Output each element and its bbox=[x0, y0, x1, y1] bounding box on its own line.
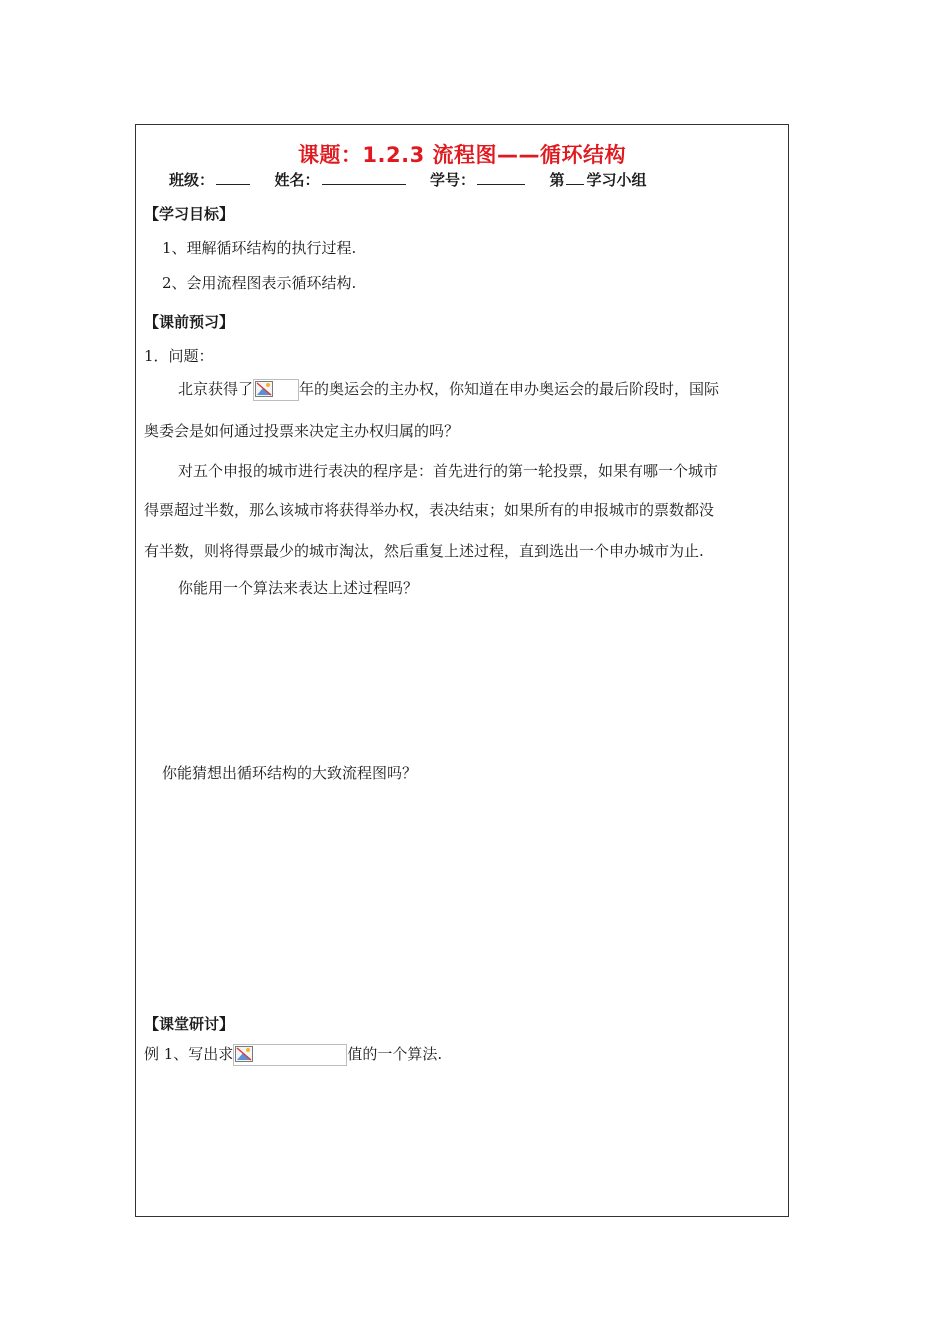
para2-line2: 得票超过半数，那么该城市将获得举办权，表决结束；如果所有的申报城市的票数都没 bbox=[144, 501, 715, 519]
para1-part-b: 年的奥运会的主办权，你知道在申办奥运会的最后阶段时，国际 bbox=[299, 380, 720, 398]
question-label: 1．问题： bbox=[144, 347, 214, 365]
example-1 bbox=[144, 1044, 442, 1066]
para1-line2: 奥委会是如何通过投票来决定主办权归属的吗？ bbox=[144, 422, 460, 440]
group-blank[interactable] bbox=[566, 170, 584, 185]
para2-line1: 对五个申报的城市进行表决的程序是：首先进行的第一轮投票，如果有哪一个城市 bbox=[178, 462, 719, 480]
number-label: 学号： bbox=[429, 171, 475, 189]
page-title: 课题：1.2.3 流程图——循环结构 bbox=[297, 143, 627, 167]
worksheet-frame bbox=[135, 124, 789, 1217]
number-blank[interactable] bbox=[477, 170, 525, 185]
student-info-line bbox=[169, 169, 646, 190]
group-suffix: 学习小组 bbox=[586, 171, 647, 189]
para2-line3: 有半数，则将得票最少的城市淘汰，然后重复上述过程，直到选出一个申办城市为止. bbox=[144, 542, 704, 560]
goals-heading: 【学习目标】 bbox=[144, 205, 235, 223]
class-discussion-heading: 【课堂研讨】 bbox=[144, 1015, 235, 1033]
group-prefix: 第 bbox=[549, 171, 565, 189]
preview-heading: 【课前预习】 bbox=[144, 313, 235, 331]
example-part-b: 值的一个算法. bbox=[347, 1045, 443, 1063]
example-part-a: 例 1、写出求 bbox=[144, 1045, 234, 1063]
para1-line1 bbox=[178, 379, 719, 401]
formula-image-placeholder bbox=[233, 1044, 347, 1066]
year-image-placeholder bbox=[253, 379, 299, 401]
para4: 你能猜想出循环结构的大致流程图吗？ bbox=[162, 764, 418, 782]
broken-image-icon bbox=[255, 381, 273, 397]
name-blank[interactable] bbox=[322, 170, 406, 185]
goal-item-1: 1、理解循环结构的执行过程. bbox=[162, 239, 357, 257]
para3: 你能用一个算法来表达上述过程吗？ bbox=[178, 579, 419, 597]
name-label: 姓名： bbox=[274, 171, 320, 189]
para1-part-a: 北京获得了 bbox=[178, 380, 254, 398]
goal-item-2: 2、会用流程图表示循环结构. bbox=[162, 274, 357, 292]
class-blank[interactable] bbox=[216, 170, 250, 185]
class-label: 班级： bbox=[169, 171, 215, 189]
broken-image-icon bbox=[235, 1046, 253, 1062]
